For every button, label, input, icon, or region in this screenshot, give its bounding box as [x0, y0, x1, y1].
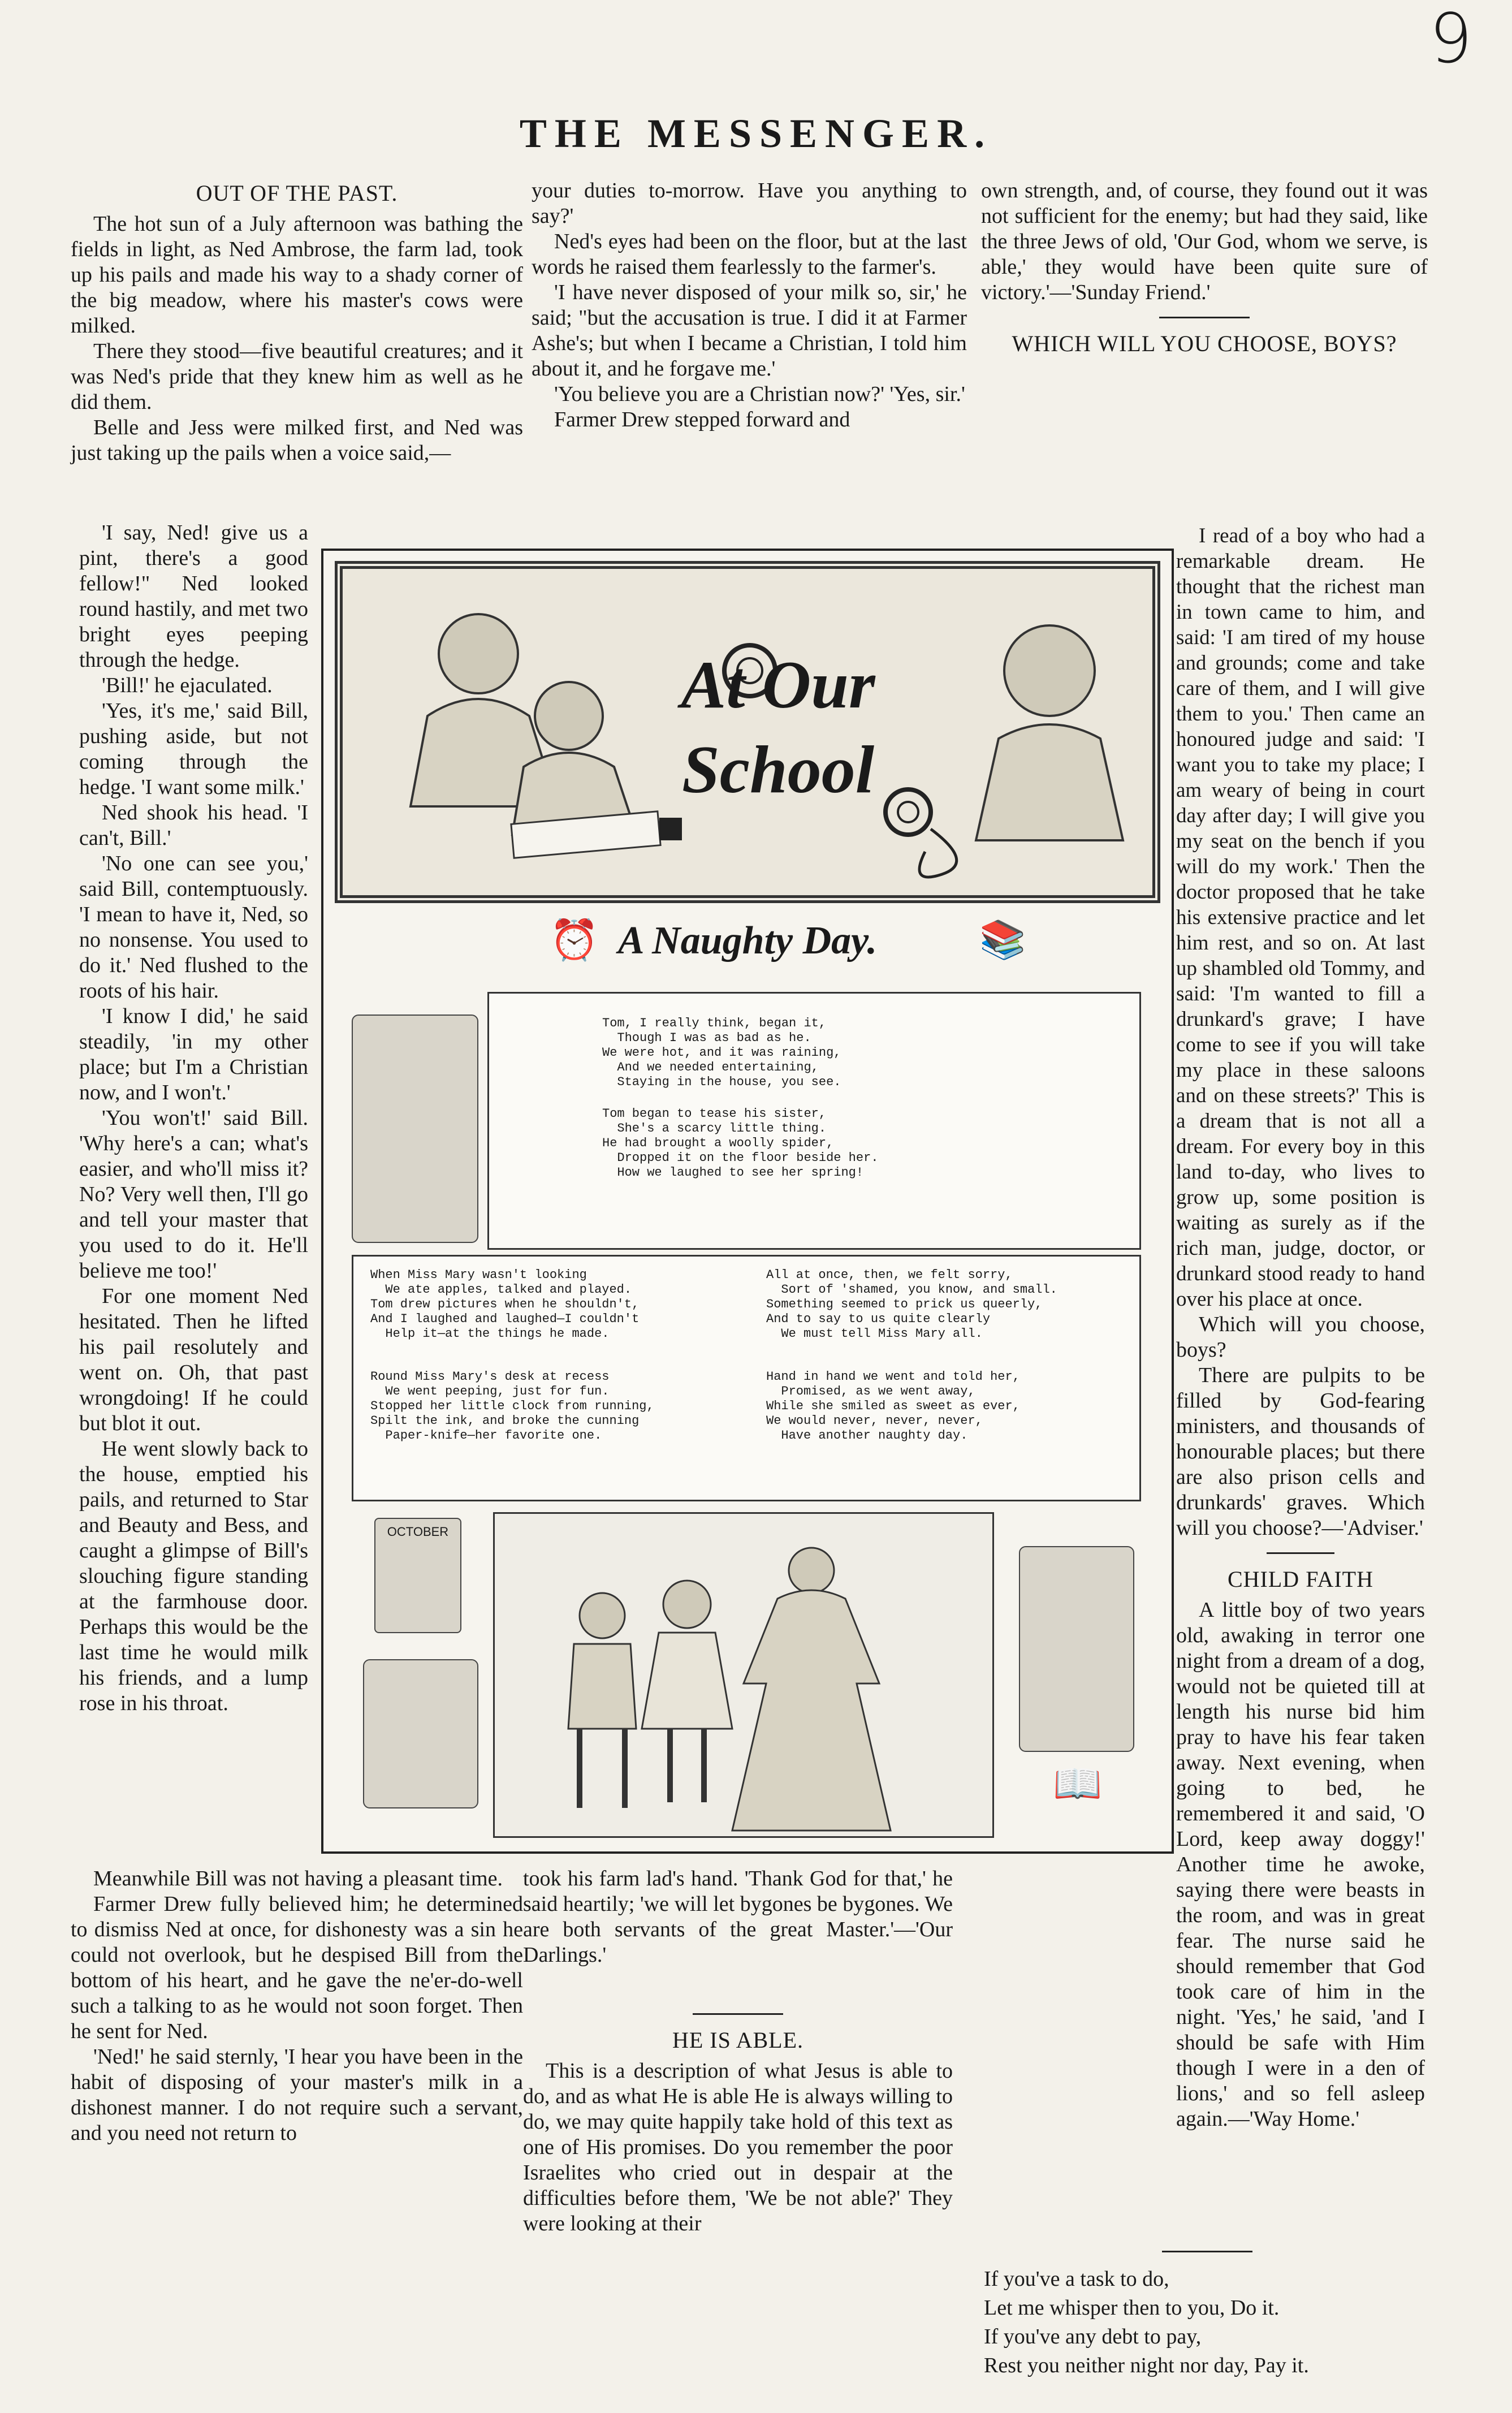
stanza-line: How we laughed to see her spring! — [602, 1166, 864, 1180]
subtitle: A Naughty Day. — [617, 919, 878, 962]
paragraph: Ned shook his head. 'I can't, Bill.' — [79, 801, 308, 850]
paragraph: own strength, and, of course, they found out it was not sufficient for the enemy; but had they said, like the three Jews of old, 'Our God, whom we serve, is able,' they would have been quite sure of victory.'—'Sunday Friend.' — [981, 179, 1428, 304]
illustration-at-our-school — [321, 549, 1174, 1854]
stanza-line: Dropped it on the floor beside her. — [602, 1151, 879, 1165]
poem-line: If you've a task to do, — [984, 2267, 1169, 2291]
stanza — [370, 1370, 654, 1443]
books-icon: 📚 — [979, 920, 1026, 961]
stanza — [602, 1016, 841, 1090]
stanza-line: She's a scarcy little thing. — [602, 1121, 827, 1136]
column-2-bottom — [523, 1866, 953, 2237]
paragraph: 'I have never disposed of your milk so, sir,' he said; "but the accusation is true. I did it at Farmer Ashe's; but when I became a Christian, I told him about it, and he forgave me.' — [532, 280, 967, 381]
paragraph: There are pulpits to be filled by God-fearing ministers, and thousands of honourable places; but there are also prison cells and drunkards' graves. Which will you choose?—'Adviser.' — [1176, 1363, 1425, 1540]
paragraph: Farmer Drew fully believed him; he determined to dismiss Ned at once, for dishonesty was a sin he could not overlook, but he despised Bill from the bottom of his heart, and he gave the ne'er-do-well such a talking to as he would not soon forget. Then he sent for Ned. — [71, 1892, 523, 2043]
paragraph: A little boy of two years old, awaking in terror one night from a dream of a dog, would not be quieted till at length his nurse bid him pray to have his fear taken away. Next evening, when going to bed, he remembered it and said, 'O Lord, keep away doggy!' Another time he awoke, saying there were beasts in the room, and was in great fear. The nurse said he should remember that God took care of him in the night. 'Yes,' he said, 'and I should be safe with Him though I were in a den of lions,' and so fell asleep again.—'Way Home.' — [1176, 1598, 1425, 2131]
stanza-line: We were hot, and it was raining, — [602, 1046, 841, 1060]
stanza-line: We ate apples, talked and played. — [370, 1283, 632, 1297]
column-1-narrow — [79, 520, 308, 1716]
paragraph: 'Ned!' he said sternly, 'I hear you have been in the habit of disposing of your master's milk in a dishonest manner. I do not require such a servant, and you need not return to — [71, 2045, 523, 2145]
stanza-line: Round Miss Mary's desk at recess — [370, 1370, 610, 1384]
stanza — [370, 1268, 639, 1341]
stanza — [602, 1107, 878, 1180]
paragraph: Farmer Drew stepped forward and — [554, 408, 850, 431]
child-reading-sketch — [352, 1015, 478, 1243]
clock-sketch — [374, 1518, 461, 1633]
banner — [335, 561, 1160, 903]
paragraph: He went slowly back to the house, emptied his pails, and returned to Star and Beauty and Bess, and caught a glimpse of Bill's slouching figure standing at the farmhouse door. Perhaps this would be the last time he would milk his friends, and a lump rose in his throat. — [79, 1437, 308, 1715]
column-3 — [981, 178, 1428, 362]
paragraph: This is a description of what Jesus is able to do, and as what He is able He is always willing to do, we may quite happily take hold of this text as one of His promises. Do you remember the poor Israelites who cried out in despair at the difficulties before them, 'We be not able?' They were looking at their — [523, 2059, 953, 2235]
stanza-line: Spilt the ink, and broke the cunning — [370, 1414, 640, 1428]
paragraph: Which will you choose, boys? — [1176, 1313, 1425, 1362]
stanza-line: All at once, then, we felt sorry, — [766, 1268, 1013, 1282]
paragraph: 'Bill!' he ejaculated. — [102, 674, 273, 697]
stanza — [766, 1370, 1020, 1443]
page-number: 9 — [1429, 0, 1472, 79]
poem-box-top — [487, 992, 1141, 1250]
article-title: OUT OF THE PAST. — [196, 180, 398, 206]
boy-standing-sketch — [1019, 1546, 1134, 1752]
poem-line: Rest you neither night nor day, Pay it. — [984, 2354, 1309, 2377]
stanza — [766, 1268, 1057, 1341]
article-title: HE IS ABLE. — [672, 2027, 804, 2053]
stanza-line: He had brought a woolly spider, — [602, 1136, 834, 1150]
paragraph: 'You believe you are a Christian now?' 'Yes, sir.' — [554, 382, 965, 406]
banner-title: At Our School — [681, 647, 875, 807]
paragraph: 'I know I did,' he said steadily, 'in my other place; but I'm a Christian now, and I won't.' — [79, 1004, 308, 1104]
stanza-line: And I laughed and laughed—I couldn't — [370, 1312, 640, 1326]
divider — [1162, 2251, 1252, 2252]
stanza-line: Tom, I really think, began it, — [602, 1016, 827, 1030]
teacher-scene — [493, 1512, 994, 1838]
divider — [693, 2013, 783, 2015]
stanza-line: And to say to us quite clearly — [766, 1312, 991, 1326]
stanza-line: Have another naughty day. — [766, 1428, 968, 1443]
paragraph: 'I say, Ned! give us a pint, there's a good fellow!" Ned looked round hastily, and met two bright eyes peeping through the hedge. — [79, 521, 308, 672]
pouting-child-sketch — [363, 1659, 478, 1808]
paragraph: 'You won't!' said Bill. 'Why here's a can; what's easier, and who'll miss it? No? Very well then, I'll go and tell your master that you used to do it. He'll believe me too!' — [79, 1106, 308, 1283]
stanza-line: Hand in hand we went and told her, — [766, 1370, 1020, 1384]
stanza-line: While she smiled as sweet as ever, — [766, 1399, 1020, 1413]
stanza-line: We would never, never, never, — [766, 1414, 983, 1428]
paragraph: There they stood—five beautiful creatures; and it was Ned's pride that they knew him as well as he did them. — [71, 339, 523, 414]
paragraph: your duties to-morrow. Have you anything to say?' — [532, 179, 967, 228]
stanza-line: Tom drew pictures when he shouldn't, — [370, 1297, 640, 1311]
alarm-clock-icon: ⏰ — [550, 919, 599, 962]
poem-line: Let me whisper then to you, Do it. — [984, 2296, 1280, 2320]
stanza-line: Staying in the house, you see. — [602, 1075, 841, 1089]
poem-box-bottom — [352, 1255, 1141, 1501]
article-title: WHICH WILL YOU CHOOSE, BOYS? — [1012, 331, 1397, 356]
column-1-bottom — [71, 1866, 523, 2146]
open-book-icon: 📖 — [1053, 1763, 1103, 1806]
paragraph: Meanwhile Bill was not having a pleasant time. — [93, 1867, 503, 1890]
paragraph: Ned's eyes had been on the floor, but at the last words he raised them fearlessly to the farmer's. — [532, 230, 967, 279]
column-3-narrow — [1176, 523, 1425, 2132]
clock-label: OCTOBER — [387, 1525, 449, 1539]
stanza-line: Promised, as we went away, — [766, 1384, 975, 1398]
paragraph: 'No one can see you,' said Bill, contemptuously. 'I mean to have it, Ned, so no nonsense. You used to do it.' Ned flushed to the roots of his hair. — [79, 852, 308, 1003]
column-2 — [532, 178, 967, 433]
stanza-line: Help it—at the things he made. — [370, 1327, 610, 1341]
paragraph: I read of a boy who had a remarkable dream. He thought that the richest man in town came to him, and said: 'I am tired of my house and grounds; come and take care of them, and I will give them to you.' Then came an honoured judge and said: 'I want you to take my place; I am weary of being in court day after day; I will give you my seat on the bench if you will do my work.' Then the doctor proposed that he take his extensive practice and let him rest, and so on. At last up shambled old Tommy, and said: 'I'm wanted to fill a drunkard's grave; I have come to see if you will take my place in these saloons and on these streets?' This is a dream that is not all a dream. For every boy in this land to-day, who lives to grow up, some position is waiting as surely as if the rich man, judge, doctor, or drunkard stood ready to hand over his place at once. — [1176, 524, 1425, 1311]
column-1 — [71, 178, 523, 466]
stanza-line: Something seemed to prick us queerly, — [766, 1297, 1043, 1311]
stanza-line: When Miss Mary wasn't looking — [370, 1268, 587, 1282]
poem — [984, 2251, 1431, 2382]
paragraph: took his farm lad's hand. 'Thank God for that,' he said heartily; 'we will let bygones be bygones. We are both servants of the great Master.'—'Our Darlings.' — [523, 1867, 953, 1967]
article-title: CHILD FAITH — [1227, 1566, 1373, 1592]
paragraph: For one moment Ned hesitated. Then he lifted his pail resolutely and went on. Oh, that past wrongdoing! If he could but blot it out. — [79, 1284, 308, 1435]
stanza-line: Paper-knife—her favorite one. — [370, 1428, 602, 1443]
divider — [1267, 1552, 1334, 1554]
stanza-line: Though I was as bad as he. — [602, 1031, 811, 1045]
masthead: THE MESSENGER. — [519, 111, 993, 156]
paragraph: The hot sun of a July afternoon was bathing the fields in light, as Ned Ambrose, the farm lad, took up his pails and made his way to a shady corner of the big meadow, where his master's cows were milked. — [71, 212, 523, 338]
stanza-line: We must tell Miss Mary all. — [766, 1327, 983, 1341]
teacher-children-art — [495, 1514, 989, 1833]
stanza-line: Tom began to tease his sister, — [602, 1107, 827, 1121]
divider — [1159, 317, 1250, 318]
paragraph: 'Yes, it's me,' said Bill, pushing aside, but not coming through the hedge. 'I want some milk.' — [79, 699, 308, 799]
stanza-line: Stopped her little clock from running, — [370, 1399, 654, 1413]
paragraph: Belle and Jess were milked first, and Ned was just taking up the pails when a voice said,— — [71, 416, 523, 465]
stanza-line: And we needed entertaining, — [602, 1060, 819, 1074]
stanza-line: Sort of 'shamed, you know, and small. — [766, 1283, 1057, 1297]
poem-line: If you've any debt to pay, — [984, 2325, 1202, 2349]
stanza-line: We went peeping, just for fun. — [370, 1384, 610, 1398]
